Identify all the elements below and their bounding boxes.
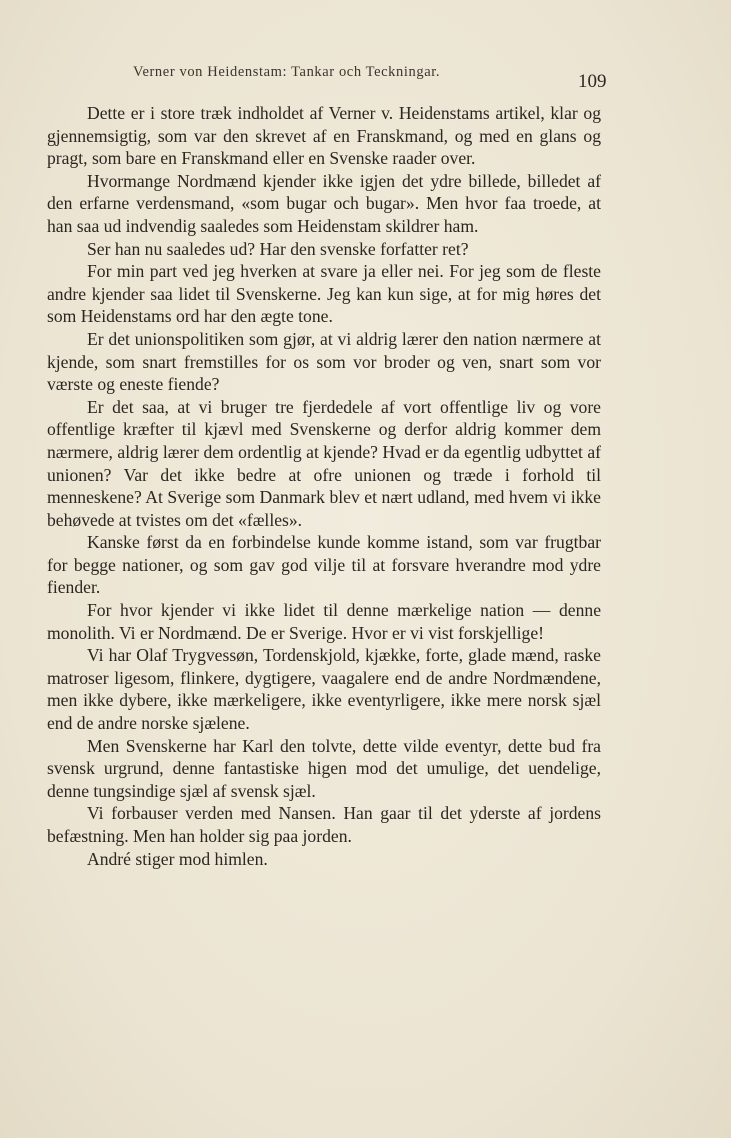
paragraph: For min part ved jeg hverken at svare ja eller nei. For jeg som de fleste andre kjender saa lidet til Svenskerne. Jeg kan kun sige, at for mig høres det som Heidenstams ord har den ægte tone. [47,261,601,327]
page-number: 109 [578,71,607,92]
running-head: Verner von Heidenstam: Tankar och Teckningar. [133,64,441,80]
paragraph: Kanske først da en forbindelse kunde komme istand, som var frugtbar for begge nationer, og som gav god vilje til at forsvare hverandre mod ydre fiender. [47,532,601,598]
paragraph: For hvor kjender vi ikke lidet til denne mærkelige nation — denne monolith. Vi er Nordmænd. De er Sverige. Hvor er vi vist forskjellige! [47,600,601,643]
paragraph: André stiger mod himlen. [87,848,268,869]
paragraph: Men Svenskerne har Karl den tolvte, dette vilde eventyr, dette bud fra svensk urgrund, denne fantastiske higen mod det umulige, det uendelige, denne tungsindige sjæl af svensk sjæl. [47,735,601,801]
paragraph: Er det unionspolitiken som gjør, at vi aldrig lærer den nation nærmere at kjende, som snart fremstilles for os som vor broder og ven, snart som vor værste og eneste fiende? [47,328,601,395]
paragraph: Dette er i store træk indholdet af Verner v. Heidenstams artikel, klar og gjennemsigtig, som var den skrevet af en Franskmand, og med en glans og pragt, som bare en Franskmand eller en Svenske raader over. [47,103,601,169]
paragraph: Er det saa, at vi bruger tre fjerdedele af vort offentlige liv og vore offentlige kræfter til kjævl med Svenskerne og derfor aldrig kommer dem nærmere, aldrig lærer dem ordentlig at kjende? Hvad er da egentlig udbyttet af unionen? Var det ikke bedre at ofre unionen og træde i forhold til menneskene? At Sverige som Danmark blev et nært udland, med hvem vi ikke behøvede at tvistes om det «fælles». [47,396,601,530]
paragraph: Vi forbauser verden med Nansen. Han gaar til det yderste af jordens befæstning. Men han holder sig paa jorden. [47,803,601,846]
paragraph: Ser han nu saaledes ud? Har den svenske forfatter ret? [87,238,469,259]
paragraph: Vi har Olaf Trygvessøn, Tordenskjold, kjække, forte, glade mænd, raske matroser ligesom, flinkere, dygtigere, vaagalere end de andre Nordmændene, men ikke dybere, ikke mærkeligere, ikke eventyrligere, ikke mere norsk sjæl end de andre norske sjælene. [47,645,601,734]
body-text [47,102,601,870]
paragraph: Hvormange Nordmænd kjender ikke igjen det ydre billede, billedet af den erfarne verdensmand, «som bugar och bugar». Men hvor faa troede, at han saa ud indvendig saaledes som Heidenstam skildrer ham. [47,170,601,236]
